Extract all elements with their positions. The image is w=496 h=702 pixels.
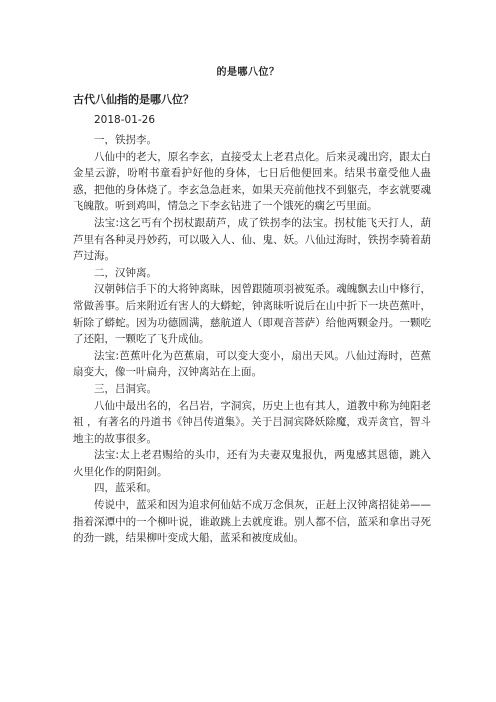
paragraph: 传说中，蓝采和因为追求何仙姑不成万念俱灰，正赶上汉钟离招徒弟——指着深潭中的一个柳叶说，谁敢跳上去就度谁。别人都不信，蓝采和拿出寻死的劲一跳，结果柳叶变成大船，蓝采和被度成仙。: [73, 499, 431, 545]
paragraph: 汉朝韩信手下的大将钟离昧，因曾跟随项羽被冤杀。魂魄飘去山中修行，常做善事。后来附近有害人的大蟒蛇，钟离昧听说后在山中折下一块芭蕉叶，斩除了蟒蛇。因为功德圆满，慈航道人（即观音菩萨）给他两颗金丹。一颗吃了还阳，一颗吃了飞升成仙。: [73, 283, 431, 346]
paragraph: 三，吕洞宾。: [94, 382, 157, 395]
paragraph: 法宝:芭蕉叶化为芭蕉扇，可以变大变小，扇出天风。八仙过海时，芭蕉扇变大，像一叶扁舟，汉钟离站在上面。: [73, 349, 431, 379]
paragraph: 八仙中最出名的，名吕岩，字洞宾，历史上也有其人，道教中称为纯阳老祖 ，有著名的丹道书《钟吕传道集》。关于吕洞宾降妖除魔，戏弄贪官，智斗地主的故事很多。: [73, 399, 431, 445]
paragraph: 八仙中的老大，原名李玄，直接受太上老君点化。后来灵魂出窍，跟太白金星云游，吩咐书童看护好他的身体，七日后他便回来。结果书童受他人蛊惑，把他的身体烧了。李玄急急赶来，如果天亮前他找不到躯壳，李玄就要魂飞魄散。听到鸡叫，情急之下李玄钻进了一个饿死的瘸乞丐里面。: [73, 150, 431, 213]
paragraph: 四，蓝采和。: [94, 482, 157, 495]
article: [73, 92, 431, 547]
page-title: 的是哪八位？: [216, 67, 280, 78]
paragraph: 法宝:这乞丐有个拐杖跟葫芦，成了铁拐李的法宝。拐杖能飞天打人，葫芦里有各种灵丹妙药，可以吸入人、仙、鬼、妖。八仙过海时，铁拐李骑着葫芦过海。: [73, 216, 431, 263]
article-heading: 古代八仙指的是哪八位？: [73, 93, 194, 106]
paragraph: 二，汉钟离。: [94, 266, 157, 279]
article-date: 2018-01-26: [94, 114, 156, 126]
paragraph: 法宝:太上老君赐给的头巾，还有为夫妻双鬼报仇，两鬼感其恩德，跳入火里化作的阴阳剑。: [73, 449, 431, 478]
paragraph: 一，铁拐李。: [94, 134, 157, 146]
